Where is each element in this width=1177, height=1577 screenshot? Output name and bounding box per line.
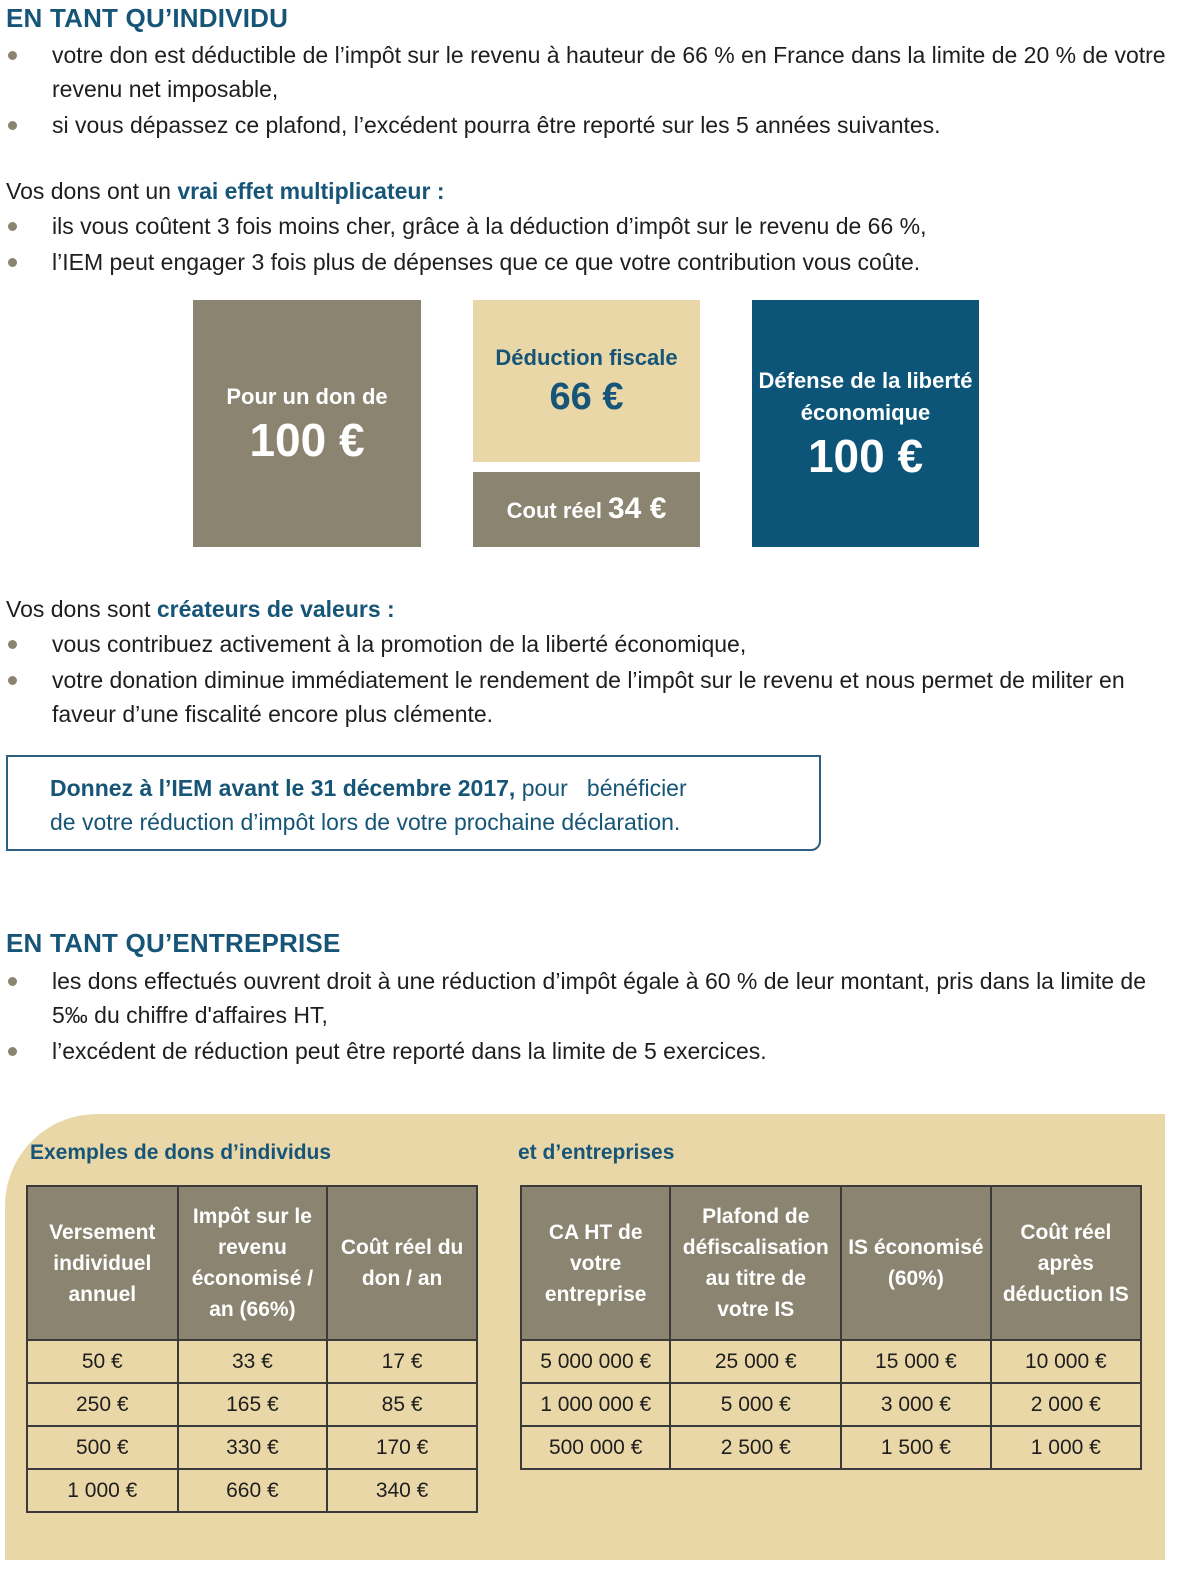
bullet-icon — [8, 977, 17, 986]
table-cell: 1 000 € — [991, 1426, 1141, 1469]
list-item: l’IEM peut engager 3 fois plus de dépenses que ce que votre contribution vous coûte. — [0, 245, 1172, 279]
callout-line-2: de votre réduction d’impôt lors de votre prochaine déclaration. — [50, 809, 681, 835]
bullet-icon — [8, 676, 17, 685]
column-header: CA HT de votre entreprise — [521, 1186, 670, 1340]
column-header: IS économisé (60%) — [841, 1186, 991, 1340]
table-cell: 165 € — [178, 1383, 328, 1426]
column-header: Plafond de défiscalisation au titre de votre IS — [670, 1186, 841, 1340]
bullet-icon — [8, 121, 17, 130]
table-cell: 15 000 € — [841, 1340, 991, 1383]
individual-heading: EN TANT QU’INDIVIDU — [6, 3, 289, 33]
table-cell: 330 € — [178, 1426, 328, 1469]
table-cell: 85 € — [327, 1383, 477, 1426]
multiplier-bullets — [0, 209, 1172, 281]
bullet-icon — [8, 640, 17, 649]
real-cost-amount: 34 € — [607, 492, 667, 525]
list-item: les dons effectués ouvrent droit à une réduction d’impôt égale à 60 % de leur montant, pris dans la limite de 5‰ du chiffre d'affaires HT, — [0, 964, 1172, 1032]
tax-deduction-box — [473, 300, 700, 462]
list-item: l’excédent de réduction peut être reporté dans la limite de 5 exercices. — [0, 1034, 1172, 1068]
column-header: Coût réel après déduction IS — [991, 1186, 1141, 1340]
value-intro: Vos dons sont créateurs de valeurs : — [6, 596, 395, 622]
deduction-label: Déduction fiscale — [495, 345, 678, 370]
value-bullets — [0, 627, 1172, 733]
list-item: si vous dépassez ce plafond, l’excédent pourra être reporté sur les 5 années suivantes. — [0, 108, 1172, 142]
table-row — [27, 1340, 477, 1383]
table-row — [521, 1340, 1141, 1383]
table-row — [27, 1469, 477, 1512]
multiplier-intro: Vos dons ont un vrai effet multiplicateur : — [6, 178, 445, 204]
table-cell: 1 500 € — [841, 1426, 991, 1469]
table-row — [521, 1383, 1141, 1426]
table-cell: 3 000 € — [841, 1383, 991, 1426]
table-row — [27, 1383, 477, 1426]
defense-amount: 100 € — [807, 429, 924, 482]
company-heading: EN TANT QU’ENTREPRISE — [6, 928, 341, 958]
table-cell: 2 000 € — [991, 1383, 1141, 1426]
table-row — [521, 1426, 1141, 1469]
donation-label: Pour un don de — [226, 383, 388, 409]
company-bullets — [0, 964, 1172, 1070]
column-header: Versement individuel annuel — [27, 1186, 178, 1340]
list-item: vous contribuez activement à la promotion de la liberté économique, — [0, 627, 1172, 661]
table-cell: 250 € — [27, 1383, 178, 1426]
table-row — [27, 1426, 477, 1469]
callout-line-1: Donnez à l’IEM avant le 31 décembre 2017, pour bénéficier — [50, 775, 687, 801]
table-cell: 10 000 € — [991, 1340, 1141, 1383]
table-cell: 170 € — [327, 1426, 477, 1469]
defense-label-line2: économique — [800, 399, 931, 425]
table-cell: 500 € — [27, 1426, 178, 1469]
individuals-examples-title: Exemples de dons d’individus — [30, 1141, 332, 1164]
individuals-table — [26, 1185, 478, 1513]
defense-label-line1: Défense de la liberté — [758, 367, 973, 393]
table-cell: 340 € — [327, 1469, 477, 1512]
table-cell: 660 € — [178, 1469, 328, 1512]
table-cell: 5 000 € — [670, 1383, 841, 1426]
deduction-amount: 66 € — [549, 376, 624, 418]
list-item: votre donation diminue immédiatement le rendement de l’impôt sur le revenu et nous permet de militer en faveur d’une fiscalité encore plus clémente. — [0, 663, 1172, 731]
donation-box — [193, 300, 421, 547]
table-cell: 33 € — [178, 1340, 328, 1383]
list-item: ils vous coûtent 3 fois moins cher, grâce à la déduction d’impôt sur le revenu de 66 %, — [0, 209, 1172, 243]
real-cost-label: Cout réel — [506, 498, 602, 523]
table-cell: 1 000 000 € — [521, 1383, 670, 1426]
table-cell: 50 € — [27, 1340, 178, 1383]
individual-bullets — [0, 38, 1172, 144]
companies-examples-title: et d’entreprises — [518, 1141, 675, 1164]
column-header: Impôt sur le revenu économisé / an (66%) — [178, 1186, 328, 1340]
bullet-icon — [8, 222, 17, 231]
table-header-row — [521, 1186, 1141, 1340]
table-cell: 5 000 000 € — [521, 1340, 670, 1383]
list-item: votre don est déductible de l’impôt sur le revenu à hauteur de 66 % en France dans la limite de 20 % de votre revenu net imposable, — [0, 38, 1172, 106]
donation-amount: 100 € — [249, 413, 365, 466]
table-header-row — [27, 1186, 477, 1340]
table-cell: 500 000 € — [521, 1426, 670, 1469]
deadline-callout — [6, 755, 821, 851]
bullet-icon — [8, 258, 17, 267]
table-cell: 2 500 € — [670, 1426, 841, 1469]
table-cell: 1 000 € — [27, 1469, 178, 1512]
economic-freedom-box — [752, 300, 979, 547]
bullet-icon — [8, 1047, 17, 1056]
table-cell: 17 € — [327, 1340, 477, 1383]
column-header: Coût réel du don / an — [327, 1186, 477, 1340]
table-cell: 25 000 € — [670, 1340, 841, 1383]
real-cost-box — [473, 472, 700, 547]
companies-table — [520, 1185, 1142, 1470]
bullet-icon — [8, 51, 17, 60]
